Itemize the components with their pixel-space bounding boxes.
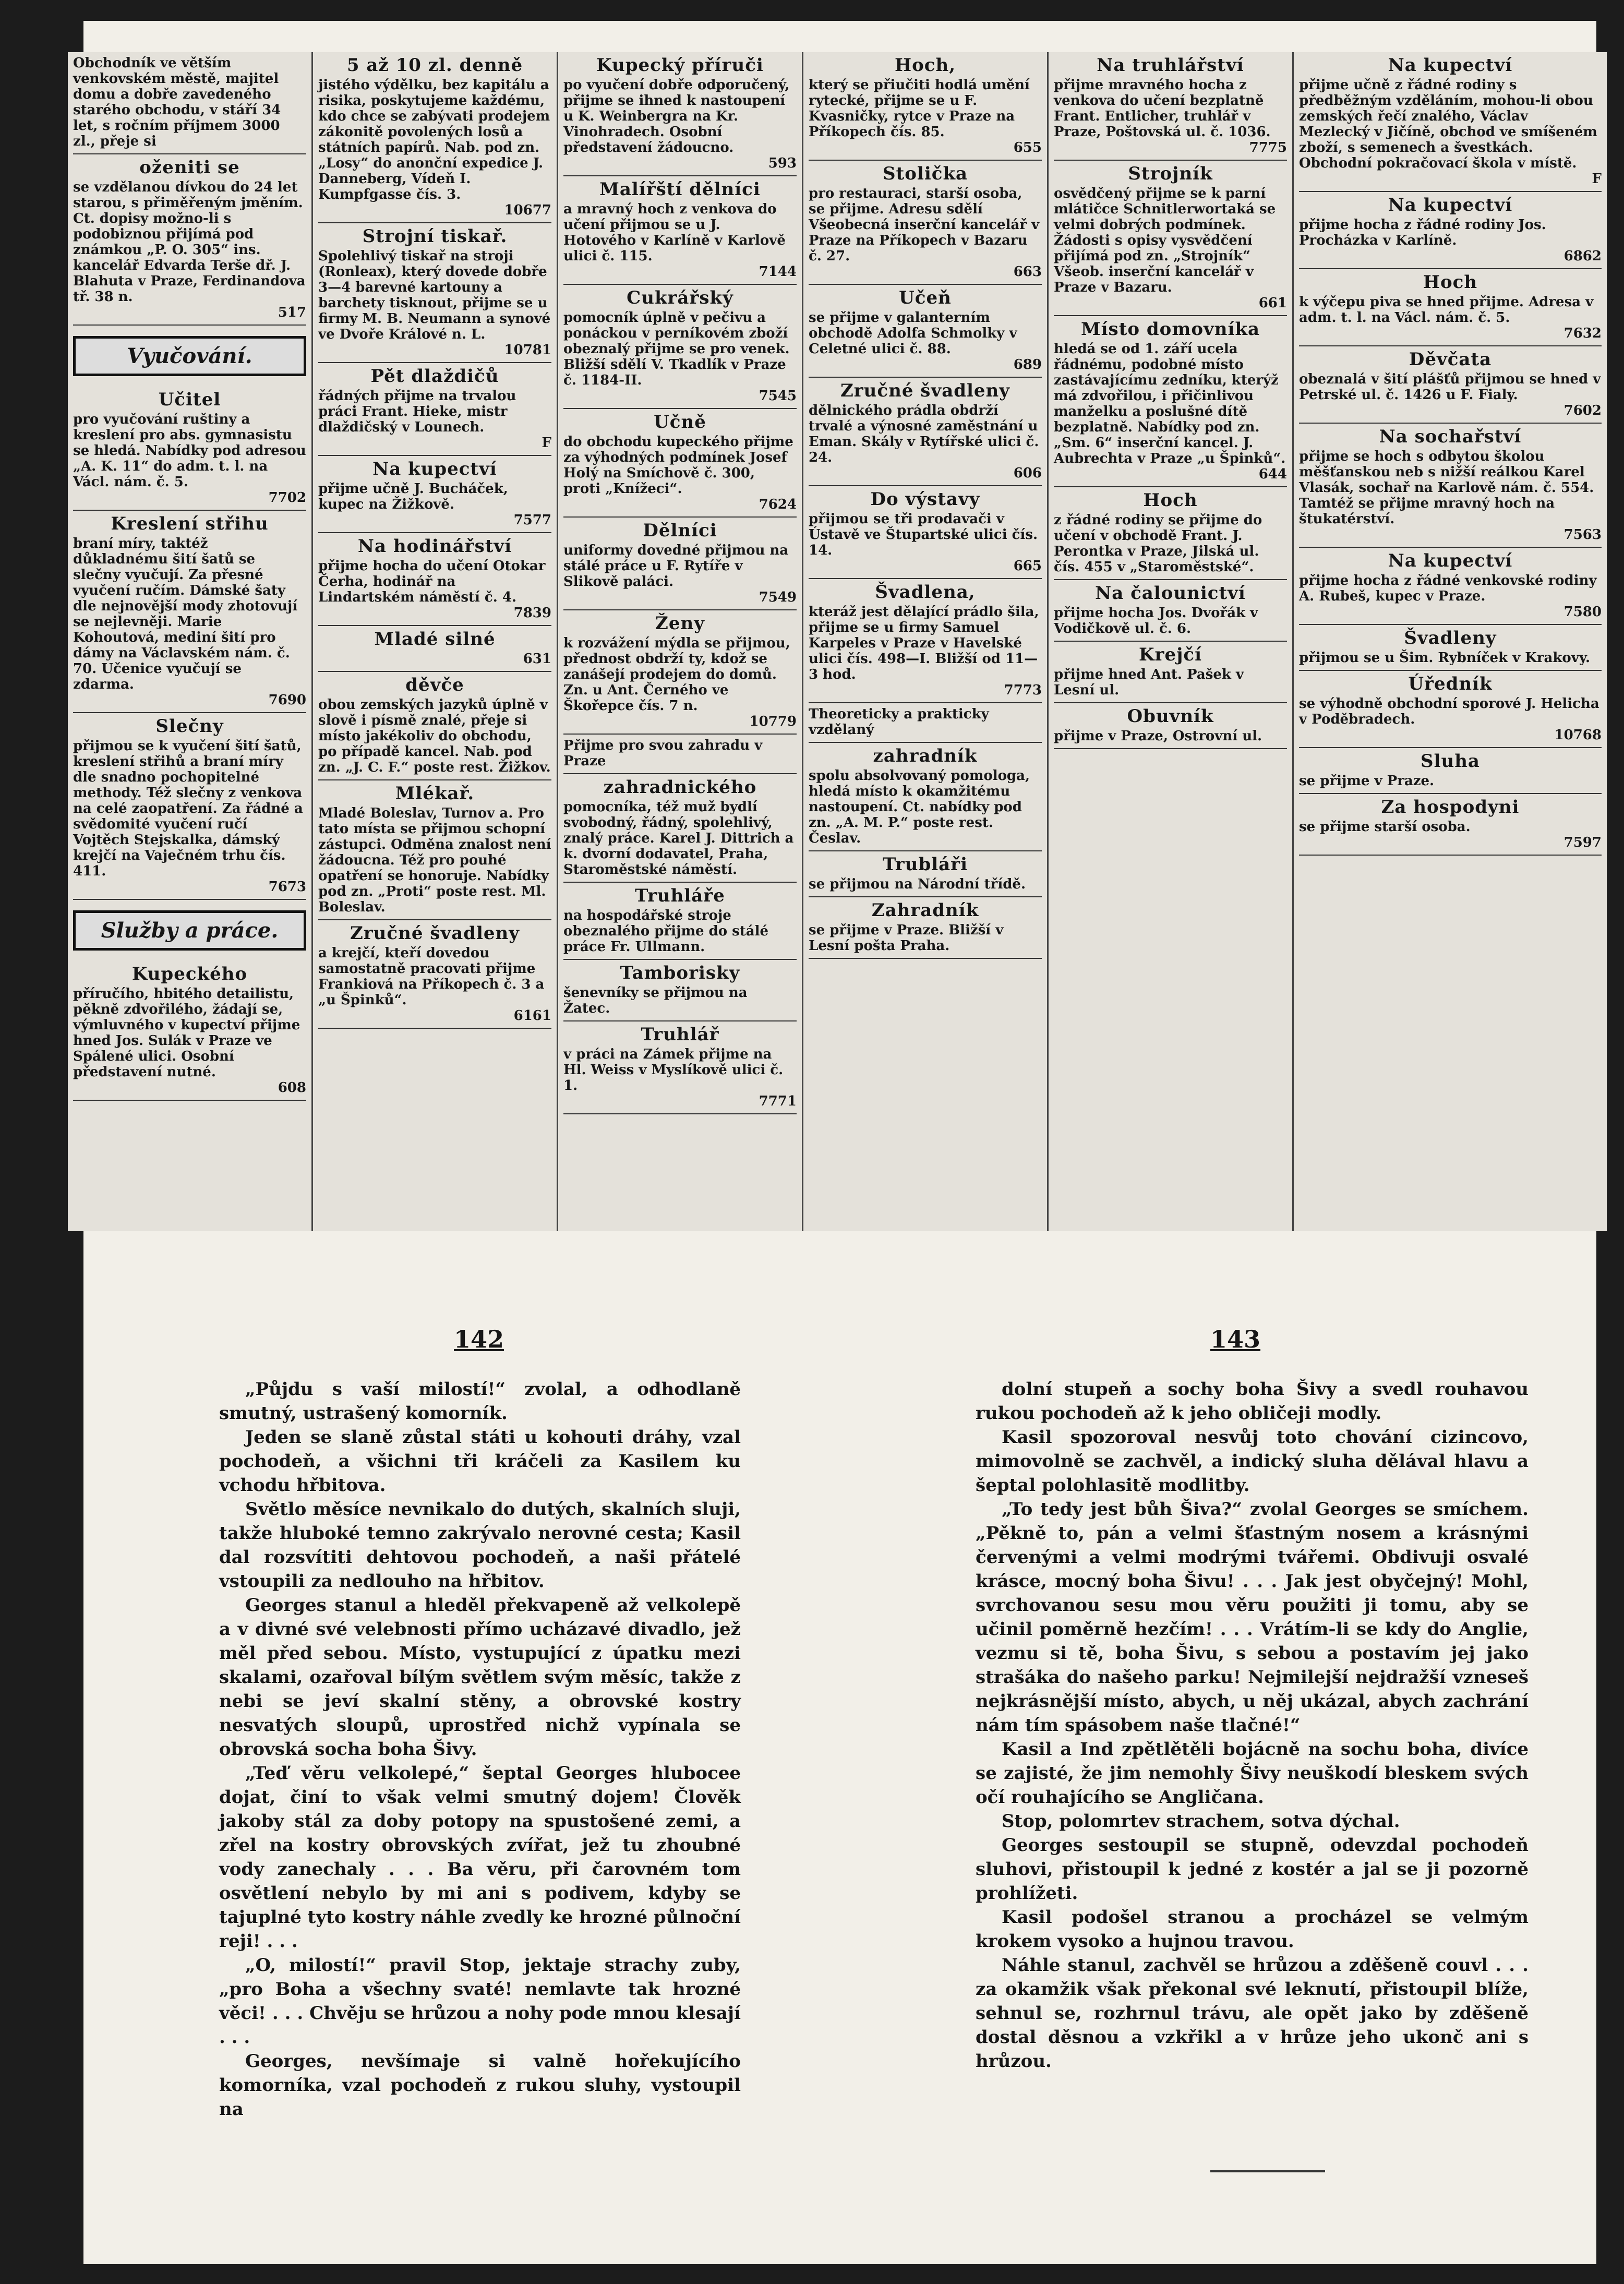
ad-title: Mlékař. — [395, 783, 475, 804]
classified-ad — [809, 703, 1042, 743]
ad-number: 10677 — [504, 202, 551, 218]
classified-ad — [809, 851, 1042, 897]
ad-body: do obchodu kupeckého přijme za výhodných podmínek Josef Holý na Smíchově č. 300, proti „Knížeci“. — [563, 434, 793, 497]
classified-ad — [1299, 794, 1602, 856]
paragraph: Kasil a Ind zpětlětěli bojácně na sochu boha, divíce se zajisté, že jim nemohly Šivy neuškodí bleskem svých očí rouhajícího se Angličana. — [976, 1739, 1529, 1808]
classified-ad — [1299, 671, 1602, 748]
ad-title: Do výstavy — [870, 489, 980, 510]
ad-body: přijmou se k vyučení šití šatů, kreslení střihů a braní míry dle snadno pochopitelné methody. Též slečny z venkova na celé zaopatření. Za řádné a svědomité vyučení ručí Vojtěch Stejskalka, dámský krejčí na Vaječném trhu čís. 411. — [73, 738, 303, 879]
classified-ad — [1054, 487, 1287, 580]
ad-title: Malířští dělníci — [599, 179, 761, 200]
classified-ad — [809, 378, 1042, 486]
ad-number: F — [542, 435, 551, 451]
classified-ad — [1299, 548, 1602, 625]
ad-body: po vyučení dobře odporučený, přijme se ihned k nastoupení u K. Weinbergra na Kr. Vinohradech. Osobní představení žádoucno. — [563, 77, 790, 155]
ad-title: Hoch, — [894, 55, 956, 76]
ad-body: se přijme v galanterním obchodě Adolfa Schmolky v Celetné ulici č. 88. — [809, 310, 1017, 357]
ad-title: Krejčí — [1138, 644, 1202, 665]
ad-number: 7839 — [513, 605, 551, 621]
ad-number: 7580 — [1563, 604, 1602, 620]
page-number-left: 142 — [454, 1325, 504, 1353]
ad-body: hledá se od 1. září ucela řádnému, podobné místo zastávajícímu zedníku, kterýž má zdvořilou, i přičinlivou manželku a poslušné dítě bezplatně. Nabídky pod zn. „Sm. 6“ inserční kancel. J. Aubrechta v Praze „u Špinků“. — [1054, 341, 1286, 466]
ad-title: Zručné švadleny — [350, 923, 520, 944]
ad-number: 7624 — [759, 497, 797, 512]
ad-body: se vzdělanou dívkou do 24 let starou, s přiměřeným jměním. Ct. dopisy možno-li s podobiznou přijímá pod známkou „P. O. 305“ ins. kancelář Edvarda Terše dř. J. Blahuta v Praze, Ferdinandova tř. 38 n. — [73, 179, 306, 305]
classified-ad — [73, 961, 306, 1101]
classified-ad — [318, 52, 551, 223]
ad-title: Na sochařství — [1379, 426, 1522, 447]
ads-column-6 — [1294, 52, 1607, 1231]
classified-ad — [563, 774, 797, 883]
ad-title: oženiti se — [139, 157, 240, 178]
paragraph: Georges stanul a hleděl překvapeně až velkolepě a v divné své velebnosti přímo ucházavé divadlo, jež měl před sebou. Místo, vystupující z úpatku mezi skalami, ozařoval bílým světlem svým měsíc, takže z nebi se jeví skalní stěny, a obrovské kostry nesvatých sloupů, uprostřed nichž vypínala se obrovská socha boha Šivy. — [219, 1595, 741, 1760]
classified-ad — [809, 285, 1042, 378]
ad-title: Cukrářský — [627, 287, 733, 308]
ad-body: Obchodník ve větším venkovském městě, majitel domu a dobře zavedeného starého obchodu, v stáří 34 let, s ročním příjmem 3000 zl., přeje si — [73, 55, 281, 149]
ad-number: 10779 — [749, 714, 797, 729]
ads-column-2 — [313, 52, 558, 1231]
ad-body: Mladé Boleslav, Turnov a. Pro tato místa se přijmou schopní zástupci. Odměna znalost není žádoucna. Též pro pouhé opatření se honoruje. Nabídky pod zn. „Proti“ poste rest. Ml. Boleslav. — [318, 806, 551, 915]
paragraph: Georges sestoupil se stupně, odevzdal pochodeň sluhovi, přistoupil k jedné z kostér a jal se ji pozorně prohlížeti. — [976, 1835, 1529, 1904]
ad-title: Tamborisky — [620, 963, 740, 983]
ad-title: Ženy — [655, 613, 705, 634]
classified-ad — [563, 176, 797, 285]
ad-number: 7597 — [1563, 835, 1602, 850]
ad-title: děvče — [405, 675, 464, 695]
classified-ad — [563, 960, 797, 1021]
ad-title: Truhláře — [635, 885, 725, 906]
book-pages-section — [219, 1325, 1575, 2212]
ad-body: a mravný hoch z venkova do učení přijmou se u J. Hotového v Karlíně v Karlově ulici č. 115. — [563, 201, 786, 264]
ad-body: šenevníky se přijmou na Žatec. — [563, 985, 748, 1016]
ad-title: Hoch — [1143, 490, 1198, 511]
ad-body: přijmou se tři prodavači v Ústavě ve Štupartské ulici čís. 14. — [809, 511, 1038, 558]
ad-body: osvědčený přijme se k parní mlátičce Schnitlerwortaká se velmi dobrých podmínek. Žádosti s opisy vysvědčení přijímá pod zn. „Strojník“ Všeob. inserční kancelář v Praze v Bazaru. — [1054, 186, 1276, 295]
classified-ad — [563, 285, 797, 409]
classified-ad — [563, 52, 797, 176]
ad-number: 655 — [1013, 140, 1042, 155]
classified-ad — [563, 1021, 797, 1114]
ad-body: přijmou se u Šim. Rybníček v Krakovy. — [1299, 650, 1591, 666]
end-rule — [1210, 2170, 1325, 2172]
paragraph: Náhle stanul, zachvěl se hrůzou a zděšeně couvl . . . za okamžik však překonal své leknutí, přistoupil blíže, sehnul se, rozhrnul trávu, ale opět jako by zděšeně dostal děsnou a vzkřikl a v hrůze jeho ukonč ani s hrůzou. — [976, 1955, 1529, 2072]
ad-title: Mladé silné — [374, 629, 496, 650]
ad-title: Stolička — [882, 163, 968, 184]
classified-ad — [1054, 703, 1287, 749]
ad-number: 663 — [1013, 264, 1042, 280]
classified-ad — [563, 610, 797, 735]
ad-title: Zahradník — [871, 900, 979, 921]
ad-body: z řádné rodiny se přijme do učení v obchodě Frant. J. Perontka v Praze, Jilská ul. čís. 455 v „Staroměstské“. — [1054, 512, 1262, 575]
ad-number: 7545 — [759, 388, 797, 404]
ad-number: 665 — [1013, 558, 1042, 574]
ad-number: 644 — [1258, 466, 1287, 482]
ad-body: a krejčí, kteří dovedou samostatně pracovati přijme Frankiová na Příkopech č. 3 a „u Špinků“. — [318, 945, 545, 1008]
paragraph: Kasil podošel stranou a procházel se velmým krokem vysoko a hujnou travou. — [976, 1907, 1529, 1952]
ad-body: přijme v Praze, Ostrovní ul. — [1054, 728, 1262, 744]
ad-title: Děvčata — [1409, 349, 1492, 370]
classified-ad — [1299, 346, 1602, 424]
ad-title: zahradník — [873, 746, 978, 766]
ad-number: 10768 — [1554, 727, 1602, 743]
ad-number: 517 — [278, 305, 306, 320]
ad-body: pomocníka, též muž bydlí svobodný, řádný, spolehlivý, znalý práce. Karel J. Dittrich a k. dvorní dodavatel, Praha, Staroměstské náměstí. — [563, 799, 794, 877]
ad-number: 7577 — [513, 512, 551, 528]
ad-body: spolu absolvovaný pomologa, hledá místo k okamžitému nastoupení. Ct. nabídky pod zn. „A. M. P.“ poste rest. Česlav. — [809, 768, 1030, 846]
ad-body: přijme učně z řádné rodiny s předběžným vzděláním, mohou-li obou zemských řečí znalého, Václav Mezlecký v Jičíně, obchod ve smíšeném zboží, s semenech a švestkách. Obchodní pokračovací škola v místě. — [1299, 77, 1597, 171]
ad-title: Truhlář — [641, 1024, 719, 1045]
classified-ad — [1054, 52, 1287, 161]
paragraph: dolní stupeň a sochy boha Šivy a svedl rouhavou rukou pochodeň až k jeho obličeji modly. — [976, 1379, 1529, 1424]
classified-ad — [1299, 192, 1602, 269]
ad-number: 7690 — [268, 692, 306, 708]
ad-title: Pět dlaždičů — [370, 366, 499, 387]
ad-body: na hospodářské stroje obeznalého přijme do stálé práce Fr. Ullmann. — [563, 908, 769, 955]
paragraph: „Teď věru velkolepé,“ šeptal Georges hlubocee dojat, činí to však velmi smutný dojem! Člověk jakoby stál za doby potopy na spustošené zemi, a zřel na kostry obrovských zvířat, jež tu zhoubné vody zanechaly . . . Ba věru, při čarovném tom osvětlení nebylo by mi ani s podivem, kdyby se tajuplné tyto kostry náhle zvedly ke hrozné půlnoční reji! . . . — [219, 1763, 741, 1952]
ad-title: Učeň — [899, 287, 952, 308]
classified-ad — [1299, 52, 1602, 192]
ad-body: k rozvážení mýdla se přijmou, přednost obdrží ty, kdož se zanášejí prodejem do domů. Zn. u Ant. Černého ve Škořepce čís. 7 n. — [563, 635, 790, 714]
ad-number: 608 — [278, 1080, 306, 1096]
ad-title: Místo domovníka — [1081, 319, 1260, 340]
ad-number: 6161 — [513, 1008, 551, 1024]
page-number-right: 143 — [1210, 1325, 1261, 1353]
classified-ad — [318, 920, 551, 1029]
ad-title: Dělníci — [643, 520, 717, 541]
ad-title: Na hodinářství — [357, 536, 512, 557]
classified-ad — [318, 223, 551, 363]
ad-body: se přijme starší osoba. — [1299, 819, 1471, 835]
classified-ad — [73, 154, 306, 326]
ad-number: 7773 — [1004, 682, 1042, 698]
ad-body: v práci na Zámek přijme na Hl. Weiss v Myslíkově ulici č. 1. — [563, 1047, 784, 1093]
ad-title: Sluha — [1421, 751, 1480, 772]
ad-number: 7549 — [759, 590, 797, 605]
ad-title: Za hospodyni — [1381, 797, 1520, 818]
ad-body: uniformy dovedné přijmou na stálé práce u F. Rytíře v Slikově paláci. — [563, 543, 789, 590]
ad-number: 689 — [1013, 357, 1042, 372]
ad-body: obou zemských jazyků úplně v slově i písmě znalé, přeje si místo jakékoliv do obchodu, po případě kancel. Nab. pod zn. „J. C. F.“ poste rest. Žižkov. — [318, 697, 551, 775]
ad-title: Úředník — [1408, 674, 1493, 694]
ad-title: Učitel — [158, 389, 221, 410]
ad-body: přijme hocha z řádné venkovské rodiny A. Rubeš, kupec v Praze. — [1299, 573, 1597, 604]
classified-ad — [563, 883, 797, 960]
ad-number: 7673 — [268, 879, 306, 895]
ad-number: 6862 — [1563, 248, 1602, 264]
classified-ad — [1054, 161, 1287, 316]
ads-column-3 — [558, 52, 803, 1231]
ad-number: F — [1592, 171, 1602, 187]
ad-body: přijme hocha Jos. Dvořák v Vodičkově ul. č. 6. — [1054, 605, 1258, 636]
classified-ad — [318, 672, 551, 780]
ad-number: 7702 — [268, 490, 306, 506]
classified-ad — [73, 713, 306, 900]
ad-title: Strojní tiskař. — [362, 226, 508, 247]
classified-ad — [318, 626, 551, 672]
ad-body: Theoreticky a prakticky vzdělaný — [809, 706, 989, 738]
ad-title: Na truhlářství — [1097, 55, 1244, 76]
paragraph: Kasil spozoroval nesvůj toto chování cizincovo, mimovolně se zachvěl, a indický sluha dělával hlavu a šeptal polohlasitě modlitby. — [976, 1427, 1529, 1496]
ad-title: Učně — [654, 412, 706, 432]
ad-body: obeznalá v šití plášťů přijmou se hned v Petrské ul. č. 1426 u F. Fialy. — [1299, 371, 1601, 403]
ad-body: Spolehlivý tiskař na stroji (Ronleax), který dovede dobře 3—4 barevné kartouny a barchety tisknout, přijme se u firmy M. B. Neumann a synové ve Dvoře Králové n. L. — [318, 248, 551, 342]
ad-number: 7771 — [759, 1093, 797, 1109]
paragraph: „Půjdu s vaší milostí!“ zvolal, a odhodlaně smutný, ustrašený komorník. — [219, 1379, 741, 1424]
ad-body: pro restauraci, starší osoba, se přijme. Adresu sdělí Všeobecná inserční kancelář v Praze na Příkopech v Bazaru č. 27. — [809, 186, 1040, 264]
section-header-box: Vyučování. — [73, 336, 306, 376]
classified-ads-section — [68, 52, 1607, 1231]
ad-body: pro vyučování ruštiny a kreslení pro abs. gymnasistu se hledá. Nabídky pod adresou „A. K. 11“ do adm. t. l. na Václ. nám. č. 5. — [73, 412, 306, 490]
ad-body: přijme mravného hocha z venkova do učení bezplatně Frant. Entlicher, truhlář v Praze, Poštovská ul. č. 1036. — [1054, 77, 1271, 140]
classified-ad — [1054, 580, 1287, 642]
ad-title: zahradnického — [603, 777, 757, 798]
ad-body: braní míry, taktéž důkladnému šití šatů se slečny vyučují. Za přesné vyučení ručím. Dámské šaty dle nejnovější mody zhotovují se nejlevněji. Marie Kohoutová, mediní šití pro dámy na Václavském nám. č. 70. Učenice vyučují se zdarma. — [73, 536, 298, 692]
classified-ad — [809, 52, 1042, 161]
ad-body: se přijmou na Národní třídě. — [809, 876, 1026, 892]
classified-ad — [1299, 269, 1602, 346]
ad-title: 5 až 10 zl. denně — [346, 55, 523, 76]
paragraph: Georges, nevšímaje si valně hořekujícího komorníka, vzal pochodeň z rukou sluhy, vystoupil na — [219, 2051, 741, 2120]
ad-title: Zručné švadleny — [840, 380, 1011, 401]
ad-body: kteráž jest dělající prádlo šila, přijme se u firmy Samuel Karpeles v Praze v Havelské ulici čís. 498—I. Bližší od 11—3 hod. — [809, 604, 1039, 682]
ad-body: jistého výdělku, bez kapitálu a risika, poskytujeme každému, kdo chce se zabývati prodejem zákonitě povolených losů a státních papírů. Nab. pod zn. „Losy“ do anonční expedice J. Danneberg, Vídeň I. Kumpfgasse čís. 3. — [318, 77, 550, 202]
ad-title: Na kupectví — [1388, 195, 1513, 215]
ad-title: Kupecký příruči — [596, 55, 764, 76]
ad-body: přijme hned Ant. Pašek v Lesní ul. — [1054, 667, 1244, 698]
classified-ad — [809, 486, 1042, 579]
classified-ad — [1299, 424, 1602, 548]
ads-column-4 — [803, 52, 1049, 1231]
paragraph: Stop, polomrtev strachem, sotva dýchal. — [1002, 1811, 1400, 1832]
ad-body: dělnického prádla obdrží trvalé a výnosné zaměstnání u Eman. Skály v Rytířské ulici č. 24. — [809, 403, 1039, 465]
ad-body: přijme se hoch s odbytou školou měšťanskou neb s nižší reálkou Karel Vlasák, sochař na Karlově nám. č. 554. Tamtéž se přijme mravný hoch na štukatérství. — [1299, 449, 1594, 527]
ad-body: pomocník úplně v pečivu a ponáckou v perníkovém zboží obeznalý přijme se pro venek. Bližší sdělí V. Tkadlík v Praze č. 1184-II. — [563, 310, 790, 388]
ad-number: 10781 — [504, 342, 551, 358]
ad-number: 7775 — [1249, 140, 1287, 155]
ad-body: přijme hocha z řádné rodiny Jos. Procházka v Karlíně. — [1299, 217, 1546, 248]
classified-ad — [73, 387, 306, 511]
ads-column-5 — [1049, 52, 1294, 1231]
ad-title: Na kupectví — [372, 459, 497, 479]
paragraph: Jeden se slaně zůstal státi u kohouti dráhy, vzal pochodeň, a všichni tři kráčeli za Kasilem ku vchodu hřbitova. — [219, 1427, 741, 1496]
classified-ad — [809, 161, 1042, 285]
ads-column-1 — [68, 52, 313, 1231]
ad-title: Švadleny — [1404, 628, 1497, 648]
ad-body: přijme učně J. Bucháček, kupec na Žižkově. — [318, 481, 508, 512]
ad-body: k výčepu piva se hned přijme. Adresa v adm. t. l. na Václ. nám. č. 5. — [1299, 294, 1594, 326]
ad-title: Strojník — [1128, 163, 1213, 184]
ad-body: příručího, hbitého detailistu, pěkně zdvořilého, žádají se, výmluvného v kupectví přijme hned Jos. Sulák v Praze ve Spálené ulici. Osobní představení nutné. — [73, 986, 300, 1080]
classified-ad — [318, 363, 551, 456]
classified-ad — [318, 780, 551, 920]
ad-number: 593 — [768, 155, 797, 171]
ad-body: Přijme pro svou zahradu v Praze — [563, 738, 763, 769]
ad-title: Kupeckého — [131, 964, 248, 984]
ad-title: Slečny — [155, 716, 224, 737]
ad-number: 661 — [1258, 295, 1287, 311]
ad-title: Obuvník — [1127, 706, 1214, 727]
ad-number: 7602 — [1563, 403, 1602, 418]
classified-ad — [1299, 748, 1602, 794]
ad-title: Trubláři — [882, 854, 968, 875]
ad-title: Švadlena, — [875, 582, 976, 603]
classified-ad — [73, 511, 306, 713]
classified-ad — [1299, 625, 1602, 671]
classified-ad — [73, 52, 306, 154]
classified-ad — [563, 518, 797, 610]
classified-ad — [809, 579, 1042, 703]
ad-number: 606 — [1013, 465, 1042, 481]
ad-body: řádných přijme na trvalou práci Frant. Hieke, mistr dlaždičský v Lounech. — [318, 388, 516, 435]
ad-title: Na kupectví — [1388, 550, 1513, 571]
ad-body: se výhodně obchodní sporové J. Helicha v Poděbradech. — [1299, 696, 1599, 727]
paragraph: „O, milostí!“ pravil Stop, jektaje strachy zuby, „pro Boha a všechny svaté! nemlavte tak hrozné věci! . . . Chvěju se hrůzou a nohy pode mnou klesají . . . — [219, 1955, 741, 2048]
page-text-left — [219, 1377, 741, 2121]
classified-ad — [563, 409, 797, 518]
ad-body: přijme hocha do učení Otokar Čerha, hodinář na Lindartském náměstí č. 4. — [318, 558, 546, 605]
classified-ad — [318, 456, 551, 533]
classified-ad — [809, 897, 1042, 959]
ad-body: který se přiučiti hodlá umění rytecké, přijme se u F. Kvasničky, rytce v Praze na Příkopech čís. 85. — [809, 77, 1030, 140]
ad-body: se přijme v Praze. Bližší v Lesní pošta Praha. — [809, 922, 1004, 954]
ad-number: 7144 — [759, 264, 797, 280]
ad-title: Na kupectví — [1388, 55, 1513, 76]
ad-title: Na čalounictví — [1095, 583, 1246, 604]
classified-ad — [1054, 642, 1287, 703]
ad-number: 631 — [523, 651, 551, 667]
classified-ad — [318, 533, 551, 626]
ad-number: 7563 — [1563, 527, 1602, 543]
classified-ad — [563, 735, 797, 774]
paragraph: „To tedy jest bůh Šiva?“ zvolal Georges se smíchem. „Pěkně to, pán a velmi šťastným nosem a krásnými červenými a velmi modrými tvářemi. Obdivuji osvalé krásce, mocný boha Šivu! . . . Jak jest obyčejný! Mohl, svrchovanou sesu mou věru použiti ji tomu, aby se učinil poměrně hezčím! . . . Vrátím-li se kdy do Anglie, vezmu si tě, boha Šivu, s sebou a postavím jej jako strašáka do našeho parku! Nejmilejší nejdražší vzneseš nejkrásnější místo, abych, u něj ukázal, abych zachrání nám tím spásobem naše tlačné!“ — [976, 1499, 1529, 1736]
ad-title: Hoch — [1423, 272, 1478, 293]
ad-number: 7632 — [1563, 326, 1602, 341]
ad-title: Kreslení střihu — [111, 513, 269, 534]
ad-body: se přijme v Praze. — [1299, 773, 1435, 789]
page-text-right — [976, 1377, 1529, 2073]
classified-ad — [1054, 316, 1287, 487]
section-header-box: Služby a práce. — [73, 910, 306, 951]
paragraph: Světlo měsíce nevnikalo do dutých, skalních sluji, takže hluboké temno zakrývalo nerovné cesta; Kasil dal rozsvítiti dehtovou pochodeň, a naši přátelé vstoupili za nedlouho na hřbitov. — [219, 1499, 741, 1592]
classified-ad — [809, 743, 1042, 851]
